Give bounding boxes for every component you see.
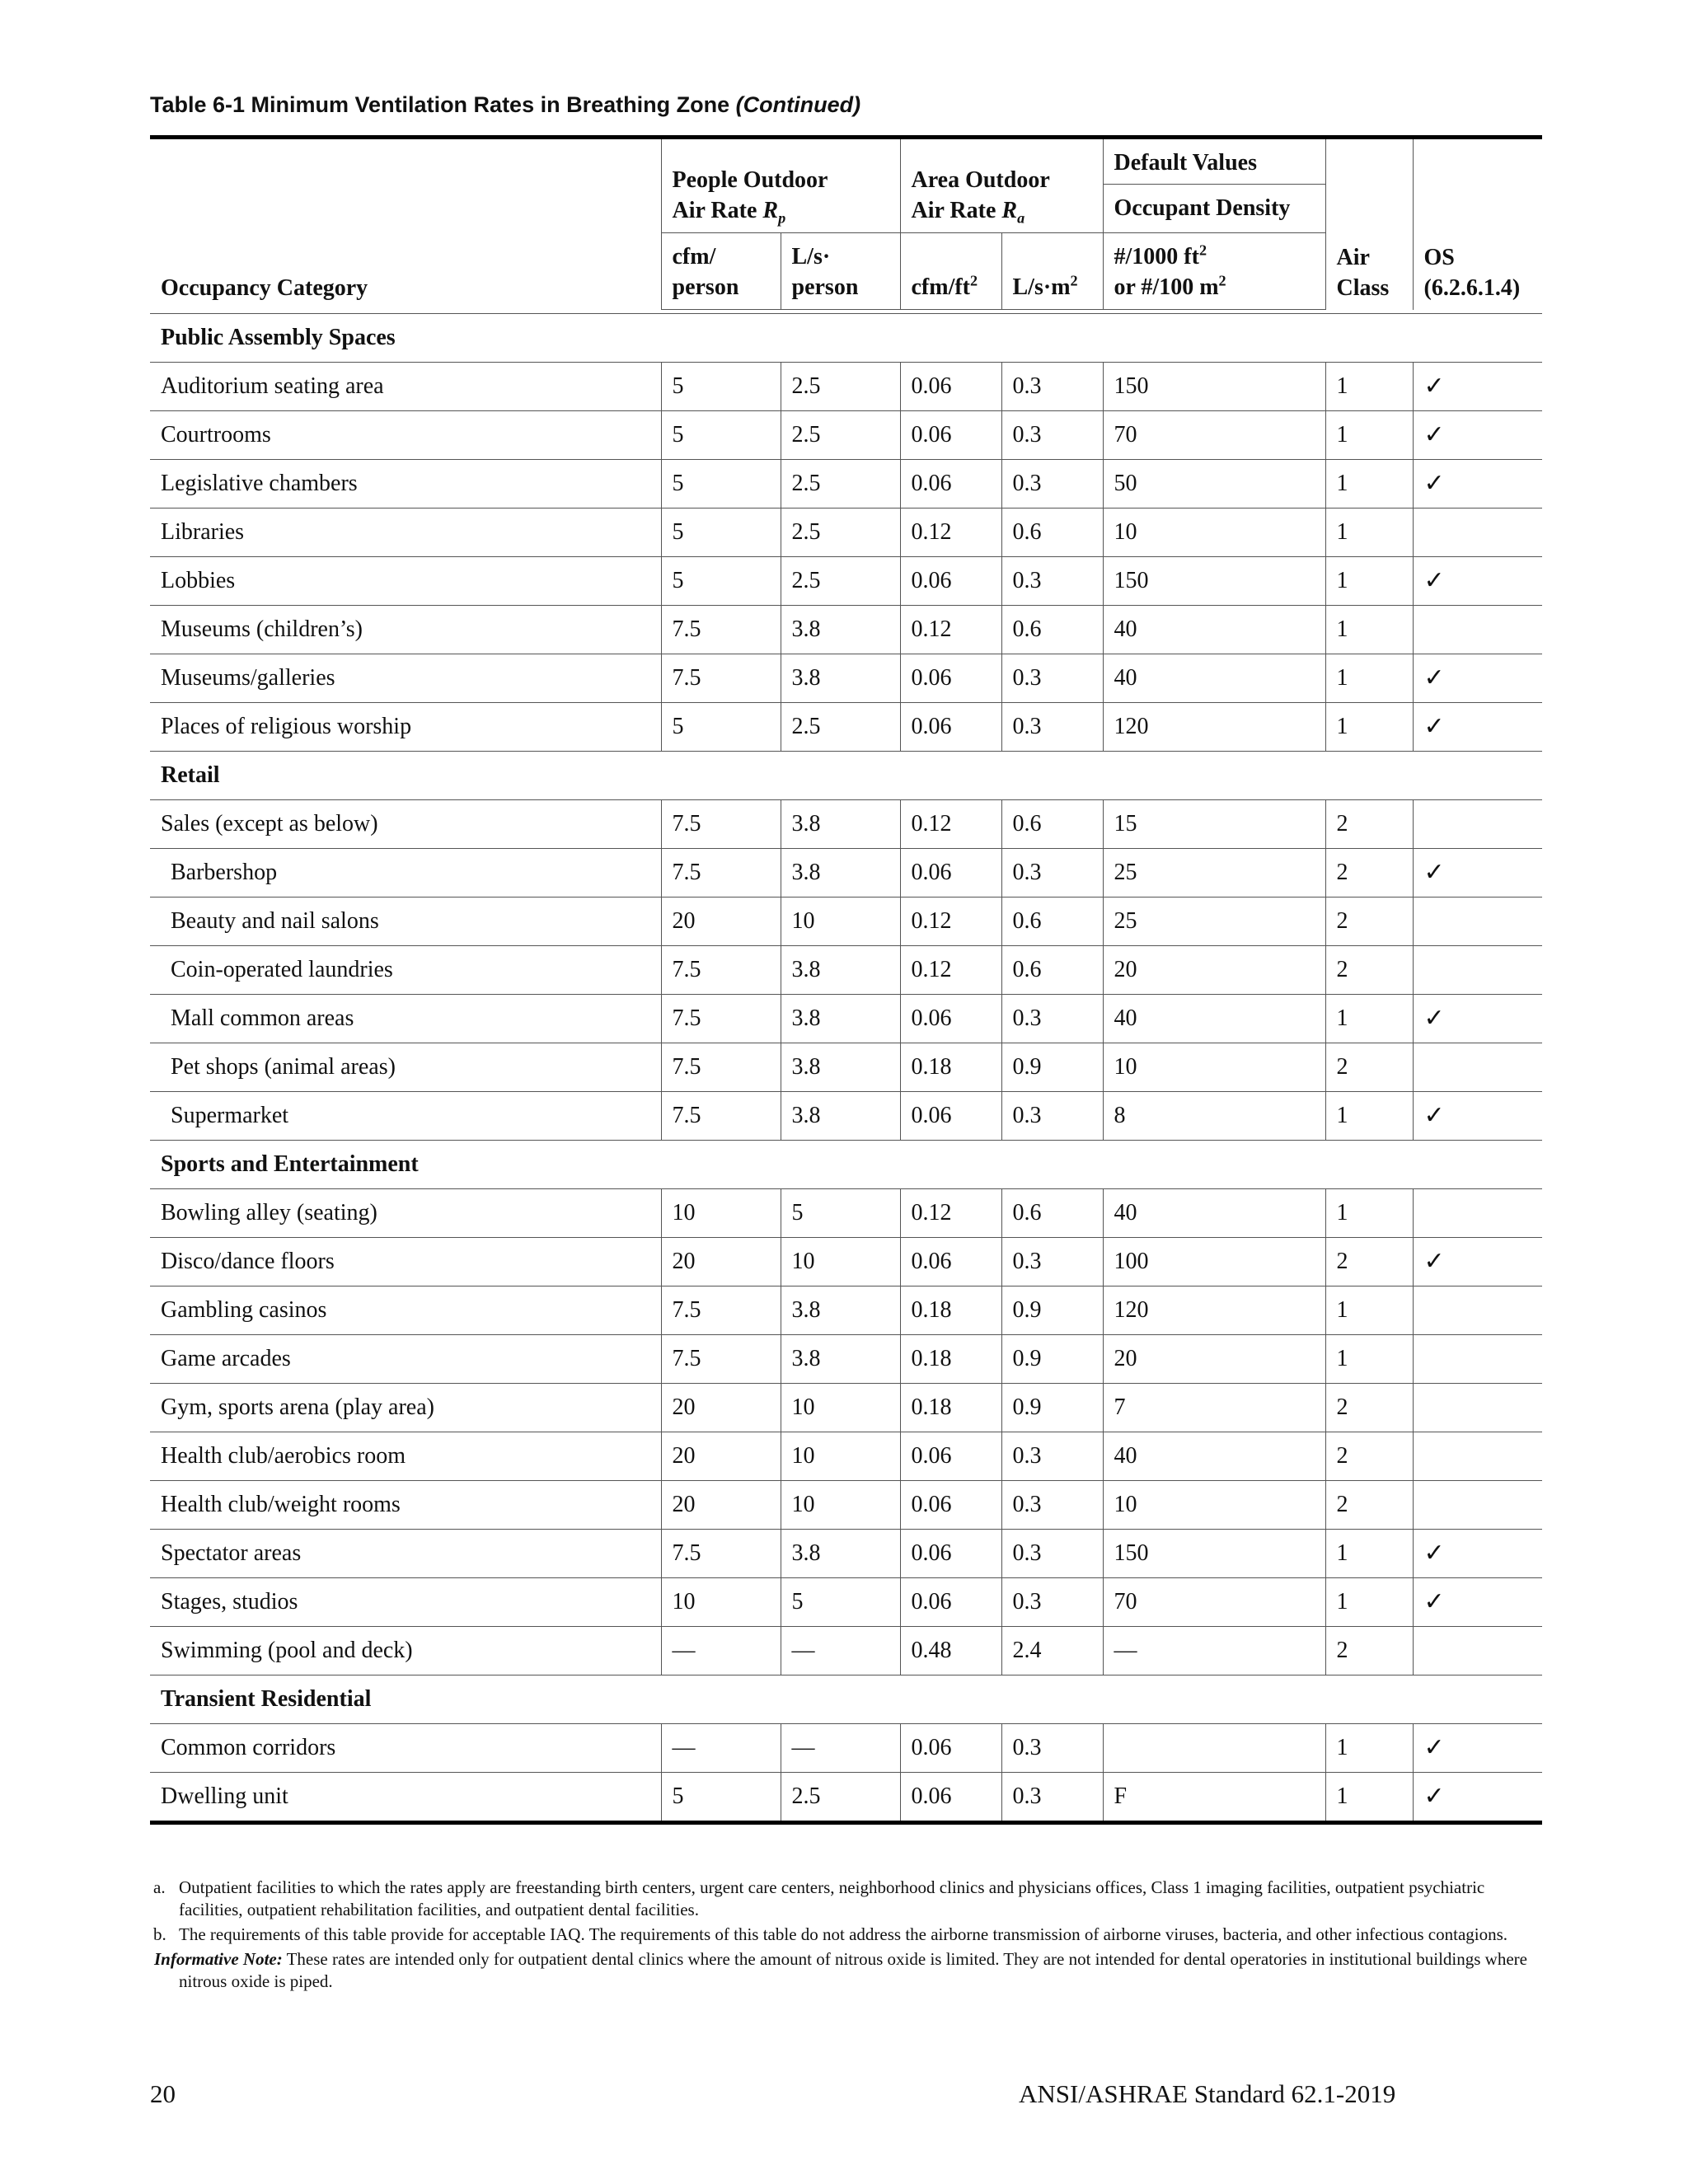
cell-area-ls: 0.3: [1001, 1578, 1103, 1627]
cell-people-cfm: 7.5: [661, 1043, 781, 1092]
cell-people-cfm: 7.5: [661, 800, 781, 849]
cell-air-class: 2: [1325, 1238, 1413, 1286]
table-row: [150, 460, 1542, 509]
cell-people-ls: 3.8: [781, 1043, 900, 1092]
cell-os-check: ✓: [1413, 363, 1542, 411]
cell-people-ls: 2.5: [781, 509, 900, 557]
cell-people-ls: 5: [781, 1578, 900, 1627]
cell-area-cfm: 0.06: [900, 703, 1001, 752]
cell-area-ls: 2.4: [1001, 1627, 1103, 1675]
cell-os-check: [1413, 509, 1542, 557]
cell-occupancy-name: Libraries: [150, 509, 661, 557]
cell-air-class: 2: [1325, 1043, 1413, 1092]
cell-area-ls: 0.3: [1001, 995, 1103, 1043]
table-row: [150, 800, 1542, 849]
informative-note: Informative Note: These rates are intended only for outpatient dental clinics where the amount of nitrous oxide is limited. They are not intended for dental operatories in institutional buildings where nitrous oxide is piped.: [154, 1949, 1527, 1991]
cell-air-class: 1: [1325, 460, 1413, 509]
cell-occupant-density: 40: [1103, 995, 1325, 1043]
cell-occupancy-name: Stages, studios: [150, 1578, 661, 1627]
cell-air-class: 1: [1325, 557, 1413, 606]
cell-area-cfm: 0.06: [900, 363, 1001, 411]
cell-people-ls: 2.5: [781, 1773, 900, 1821]
cell-air-class: 1: [1325, 509, 1413, 557]
category-row: [150, 752, 1542, 800]
table-row: [150, 1724, 1542, 1773]
cell-area-cfm: 0.48: [900, 1627, 1001, 1675]
cell-area-ls: 0.6: [1001, 606, 1103, 654]
header-air-class: Air Class: [1325, 139, 1413, 310]
cell-occupant-density: 10: [1103, 1043, 1325, 1092]
cell-people-cfm: 5: [661, 703, 781, 752]
cell-os-check: [1413, 1432, 1542, 1481]
cell-people-cfm: 20: [661, 1432, 781, 1481]
cell-people-ls: 3.8: [781, 1335, 900, 1384]
cell-area-ls: 0.9: [1001, 1335, 1103, 1384]
table-row: [150, 1578, 1542, 1627]
table-row: [150, 898, 1542, 946]
cell-area-cfm: 0.18: [900, 1286, 1001, 1335]
category-row: [150, 1675, 1542, 1724]
cell-area-cfm: 0.12: [900, 898, 1001, 946]
cell-people-ls: 10: [781, 1238, 900, 1286]
cell-air-class: 2: [1325, 800, 1413, 849]
cell-area-cfm: 0.06: [900, 1578, 1001, 1627]
cell-os-check: [1413, 800, 1542, 849]
table-row: [150, 849, 1542, 898]
cell-area-cfm: 0.06: [900, 1724, 1001, 1773]
cell-area-ls: 0.9: [1001, 1384, 1103, 1432]
cell-area-cfm: 0.06: [900, 1238, 1001, 1286]
cell-occupant-density: 20: [1103, 1335, 1325, 1384]
cell-os-check: [1413, 606, 1542, 654]
category-row: [150, 314, 1542, 363]
cell-people-cfm: —: [661, 1724, 781, 1773]
cell-occupant-density: 40: [1103, 654, 1325, 703]
cell-people-cfm: 7.5: [661, 1335, 781, 1384]
cell-os-check: [1413, 1335, 1542, 1384]
cell-area-ls: 0.3: [1001, 1092, 1103, 1141]
cell-occupant-density: —: [1103, 1627, 1325, 1675]
cell-people-ls: 2.5: [781, 363, 900, 411]
cell-people-ls: 10: [781, 1384, 900, 1432]
table-row: [150, 995, 1542, 1043]
cell-area-cfm: 0.12: [900, 1189, 1001, 1238]
cell-area-ls: 0.3: [1001, 460, 1103, 509]
cell-area-cfm: 0.06: [900, 460, 1001, 509]
cell-air-class: 1: [1325, 606, 1413, 654]
cell-area-cfm: 0.06: [900, 1092, 1001, 1141]
cell-area-cfm: 0.12: [900, 800, 1001, 849]
cell-air-class: 2: [1325, 1481, 1413, 1530]
cell-area-ls: 0.3: [1001, 654, 1103, 703]
cell-area-cfm: 0.06: [900, 995, 1001, 1043]
cell-people-cfm: 20: [661, 1238, 781, 1286]
cell-os-check: [1413, 1189, 1542, 1238]
cell-people-cfm: —: [661, 1627, 781, 1675]
cell-os-check: ✓: [1413, 654, 1542, 703]
cell-occupant-density: 8: [1103, 1092, 1325, 1141]
cell-os-check: ✓: [1413, 411, 1542, 460]
cell-people-ls: 10: [781, 1481, 900, 1530]
cell-occupant-density: 25: [1103, 898, 1325, 946]
ventilation-table-wrapper: [150, 135, 1542, 1825]
cell-air-class: 1: [1325, 1578, 1413, 1627]
cell-occupancy-name: Mall common areas: [150, 995, 661, 1043]
cell-os-check: [1413, 1627, 1542, 1675]
cell-air-class: 1: [1325, 995, 1413, 1043]
cell-occupancy-name: Lobbies: [150, 557, 661, 606]
cell-area-cfm: 0.06: [900, 411, 1001, 460]
cell-area-ls: 0.3: [1001, 703, 1103, 752]
cell-air-class: 1: [1325, 1286, 1413, 1335]
cell-area-cfm: 0.06: [900, 654, 1001, 703]
cell-people-ls: 2.5: [781, 411, 900, 460]
cell-air-class: 2: [1325, 946, 1413, 995]
cell-area-ls: 0.3: [1001, 1238, 1103, 1286]
cell-occupant-density: [1103, 1724, 1325, 1773]
cell-os-check: [1413, 898, 1542, 946]
cell-people-ls: 3.8: [781, 1286, 900, 1335]
cell-os-check: [1413, 946, 1542, 995]
cell-area-ls: 0.6: [1001, 509, 1103, 557]
cell-occupant-density: 15: [1103, 800, 1325, 849]
cell-occupant-density: 10: [1103, 1481, 1325, 1530]
cell-area-ls: 0.3: [1001, 411, 1103, 460]
cell-air-class: 1: [1325, 703, 1413, 752]
cell-people-cfm: 20: [661, 1481, 781, 1530]
cell-occupancy-name: Bowling alley (seating): [150, 1189, 661, 1238]
table-row: [150, 509, 1542, 557]
cell-area-cfm: 0.12: [900, 509, 1001, 557]
cell-os-check: ✓: [1413, 1773, 1542, 1821]
table-caption-main: Table 6-1 Minimum Ventilation Rates in Breathing Zone: [150, 92, 736, 117]
cell-occupancy-name: Barbershop: [150, 849, 661, 898]
cell-occupant-density: 150: [1103, 557, 1325, 606]
cell-area-cfm: 0.06: [900, 849, 1001, 898]
cell-people-cfm: 7.5: [661, 1286, 781, 1335]
note-b: b. The requirements of this table provide for acceptable IAQ. The requirements of this table do not address the airborne transmission of airborne viruses, bacteria, and other infectious contagions.: [153, 1924, 1508, 1944]
cell-air-class: 1: [1325, 1335, 1413, 1384]
cell-occupancy-name: Places of religious worship: [150, 703, 661, 752]
cell-occupancy-name: Health club/weight rooms: [150, 1481, 661, 1530]
table-row: [150, 1238, 1542, 1286]
header-area-outdoor-air-rate: Area Outdoor Air Rate $R_a$: [900, 139, 1103, 233]
header-occupancy-category: Occupancy Category: [161, 274, 368, 301]
cell-people-cfm: 5: [661, 460, 781, 509]
table-caption: [150, 92, 860, 118]
cell-area-ls: 0.6: [1001, 800, 1103, 849]
cell-occupant-density: 70: [1103, 411, 1325, 460]
cell-people-cfm: 7.5: [661, 995, 781, 1043]
cell-occupant-density: 100: [1103, 1238, 1325, 1286]
cell-occupancy-name: Swimming (pool and deck): [150, 1627, 661, 1675]
cell-os-check: [1413, 1384, 1542, 1432]
cell-area-ls: 0.9: [1001, 1043, 1103, 1092]
cell-air-class: 2: [1325, 849, 1413, 898]
cell-occupancy-name: Game arcades: [150, 1335, 661, 1384]
cell-os-check: [1413, 1286, 1542, 1335]
cell-occupancy-name: Common corridors: [150, 1724, 661, 1773]
cell-area-ls: 0.3: [1001, 363, 1103, 411]
cell-occupant-density: 150: [1103, 363, 1325, 411]
table-bottom-rule: [150, 1821, 1542, 1825]
table-row: [150, 1286, 1542, 1335]
cell-people-ls: 3.8: [781, 606, 900, 654]
cell-people-ls: 3.8: [781, 995, 900, 1043]
header-cfm-per-person: cfm/ person: [661, 233, 781, 310]
cell-occupancy-name: Legislative chambers: [150, 460, 661, 509]
cell-os-check: ✓: [1413, 1238, 1542, 1286]
cell-occupancy-name: Spectator areas: [150, 1530, 661, 1578]
cell-os-check: ✓: [1413, 1530, 1542, 1578]
ventilation-rates-table: [150, 139, 1542, 1821]
cell-people-cfm: 5: [661, 1773, 781, 1821]
standard-name: ANSI/ASHRAE Standard 62.1-2019: [1019, 2079, 1396, 2108]
cell-people-ls: 3.8: [781, 849, 900, 898]
cell-occupancy-name: Supermarket: [150, 1092, 661, 1141]
category-title: Public Assembly Spaces: [150, 314, 1542, 363]
cell-os-check: [1413, 1043, 1542, 1092]
table-row: [150, 1530, 1542, 1578]
cell-area-ls: 0.3: [1001, 1530, 1103, 1578]
table-notes: [150, 1877, 1542, 1995]
cell-air-class: 1: [1325, 1189, 1413, 1238]
table-row: [150, 363, 1542, 411]
note-a: a. Outpatient facilities to which the rates apply are freestanding birth centers, urgent care centers, neighborhood clinics and physicians offices, Class 1 imaging facilities, outpatient psychiatric facilities, outpatient rehabilitation facilities, and outpatient dental facilities.: [153, 1877, 1485, 1919]
cell-occupancy-name: Disco/dance floors: [150, 1238, 661, 1286]
cell-area-ls: 0.3: [1001, 1724, 1103, 1773]
cell-people-ls: 2.5: [781, 703, 900, 752]
cell-occupant-density: 120: [1103, 1286, 1325, 1335]
cell-people-cfm: 20: [661, 1384, 781, 1432]
cell-occupancy-name: Museums (children’s): [150, 606, 661, 654]
cell-area-ls: 0.6: [1001, 1189, 1103, 1238]
cell-area-ls: 0.6: [1001, 946, 1103, 995]
table-row: [150, 557, 1542, 606]
cell-os-check: ✓: [1413, 1578, 1542, 1627]
table-row: [150, 1481, 1542, 1530]
page-number: 20: [150, 2079, 176, 2108]
category-title: Sports and Entertainment: [150, 1141, 1542, 1189]
table-row: [150, 1092, 1542, 1141]
cell-occupant-density: 120: [1103, 703, 1325, 752]
cell-people-cfm: 7.5: [661, 946, 781, 995]
cell-occupant-density: F: [1103, 1773, 1325, 1821]
table-header: [150, 139, 1542, 314]
header-default-values: Default Values: [1103, 139, 1325, 185]
header-occupant-density: Occupant Density: [1103, 185, 1325, 233]
cell-people-ls: 3.8: [781, 800, 900, 849]
header-cfm-per-ft2: cfm/$ft^2$: [900, 233, 1001, 310]
cell-people-cfm: 10: [661, 1189, 781, 1238]
category-title: Transient Residential: [150, 1675, 1542, 1724]
cell-occupant-density: 40: [1103, 1432, 1325, 1481]
cell-area-cfm: 0.12: [900, 606, 1001, 654]
cell-occupant-density: 7: [1103, 1384, 1325, 1432]
cell-area-cfm: 0.18: [900, 1335, 1001, 1384]
cell-people-ls: 10: [781, 898, 900, 946]
header-people-outdoor-air-rate: People Outdoor Air Rate $R_p$: [661, 139, 900, 233]
table-row: [150, 1384, 1542, 1432]
cell-area-ls: 0.3: [1001, 557, 1103, 606]
cell-air-class: 1: [1325, 1724, 1413, 1773]
cell-occupant-density: 20: [1103, 946, 1325, 995]
cell-people-cfm: 20: [661, 898, 781, 946]
cell-people-ls: 2.5: [781, 460, 900, 509]
cell-people-cfm: 5: [661, 411, 781, 460]
cell-occupancy-name: Auditorium seating area: [150, 363, 661, 411]
category-row: [150, 1141, 1542, 1189]
table-row: [150, 606, 1542, 654]
cell-air-class: 1: [1325, 654, 1413, 703]
cell-people-cfm: 5: [661, 509, 781, 557]
header-ls-per-m2: $L/s\cdot m^2$: [1001, 233, 1103, 310]
cell-people-cfm: 7.5: [661, 1530, 781, 1578]
cell-area-cfm: 0.18: [900, 1043, 1001, 1092]
cell-people-ls: 10: [781, 1432, 900, 1481]
cell-area-ls: 0.3: [1001, 1773, 1103, 1821]
cell-os-check: ✓: [1413, 1092, 1542, 1141]
category-title: Retail: [150, 752, 1542, 800]
cell-air-class: 1: [1325, 411, 1413, 460]
header-os: OS (6.2.6.1.4): [1413, 139, 1542, 310]
cell-area-ls: 0.9: [1001, 1286, 1103, 1335]
cell-air-class: 1: [1325, 1092, 1413, 1141]
cell-area-cfm: 0.06: [900, 557, 1001, 606]
cell-os-check: ✓: [1413, 460, 1542, 509]
cell-people-ls: 3.8: [781, 1530, 900, 1578]
cell-area-cfm: 0.18: [900, 1384, 1001, 1432]
cell-area-ls: 0.3: [1001, 849, 1103, 898]
cell-people-cfm: 7.5: [661, 1092, 781, 1141]
cell-occupancy-name: Coin-operated laundries: [150, 946, 661, 995]
cell-occupancy-name: Health club/aerobics room: [150, 1432, 661, 1481]
cell-occupant-density: 10: [1103, 509, 1325, 557]
cell-occupancy-name: Gambling casinos: [150, 1286, 661, 1335]
table-row: [150, 1432, 1542, 1481]
cell-people-cfm: 5: [661, 557, 781, 606]
cell-people-cfm: 7.5: [661, 849, 781, 898]
cell-occupant-density: 70: [1103, 1578, 1325, 1627]
cell-people-ls: 3.8: [781, 1092, 900, 1141]
table-row: [150, 654, 1542, 703]
cell-occupant-density: 25: [1103, 849, 1325, 898]
cell-occupancy-name: Dwelling unit: [150, 1773, 661, 1821]
cell-area-cfm: 0.06: [900, 1481, 1001, 1530]
cell-air-class: 1: [1325, 363, 1413, 411]
cell-occupancy-name: Courtrooms: [150, 411, 661, 460]
cell-people-ls: 3.8: [781, 946, 900, 995]
cell-air-class: 1: [1325, 1773, 1413, 1821]
header-ls-per-person: L/s· person: [781, 233, 900, 310]
cell-occupancy-name: Pet shops (animal areas): [150, 1043, 661, 1092]
table-row: [150, 1335, 1542, 1384]
cell-air-class: 2: [1325, 1384, 1413, 1432]
cell-people-cfm: 5: [661, 363, 781, 411]
cell-area-cfm: 0.06: [900, 1530, 1001, 1578]
table-row: [150, 1627, 1542, 1675]
table-caption-continued: (Continued): [735, 92, 861, 117]
cell-occupant-density: 150: [1103, 1530, 1325, 1578]
cell-area-ls: 0.6: [1001, 898, 1103, 946]
cell-os-check: ✓: [1413, 995, 1542, 1043]
cell-occupancy-name: Gym, sports arena (play area): [150, 1384, 661, 1432]
cell-os-check: ✓: [1413, 849, 1542, 898]
cell-occupancy-name: Museums/galleries: [150, 654, 661, 703]
cell-people-ls: 3.8: [781, 654, 900, 703]
cell-people-ls: 2.5: [781, 557, 900, 606]
cell-occupancy-name: Sales (except as below): [150, 800, 661, 849]
cell-occupant-density: 40: [1103, 606, 1325, 654]
cell-os-check: ✓: [1413, 1724, 1542, 1773]
cell-air-class: 2: [1325, 898, 1413, 946]
cell-os-check: ✓: [1413, 557, 1542, 606]
cell-people-ls: —: [781, 1724, 900, 1773]
cell-area-cfm: 0.06: [900, 1432, 1001, 1481]
cell-area-ls: 0.3: [1001, 1481, 1103, 1530]
header-density-units: #/1000 $ft^2$ or #/100 $m^2$: [1103, 233, 1325, 310]
cell-occupant-density: 50: [1103, 460, 1325, 509]
table-row: [150, 1043, 1542, 1092]
table-body: [150, 314, 1542, 1821]
cell-people-cfm: 7.5: [661, 654, 781, 703]
cell-air-class: 1: [1325, 1530, 1413, 1578]
cell-area-cfm: 0.12: [900, 946, 1001, 995]
cell-people-cfm: 10: [661, 1578, 781, 1627]
cell-occupancy-name: Beauty and nail salons: [150, 898, 661, 946]
cell-area-cfm: 0.06: [900, 1773, 1001, 1821]
table-row: [150, 1773, 1542, 1821]
cell-occupant-density: 40: [1103, 1189, 1325, 1238]
table-row: [150, 1189, 1542, 1238]
table-row: [150, 946, 1542, 995]
cell-air-class: 2: [1325, 1627, 1413, 1675]
cell-people-ls: —: [781, 1627, 900, 1675]
cell-os-check: [1413, 1481, 1542, 1530]
cell-people-ls: 5: [781, 1189, 900, 1238]
table-row: [150, 411, 1542, 460]
cell-air-class: 2: [1325, 1432, 1413, 1481]
table-row: [150, 703, 1542, 752]
cell-os-check: ✓: [1413, 703, 1542, 752]
cell-people-cfm: 7.5: [661, 606, 781, 654]
cell-area-ls: 0.3: [1001, 1432, 1103, 1481]
